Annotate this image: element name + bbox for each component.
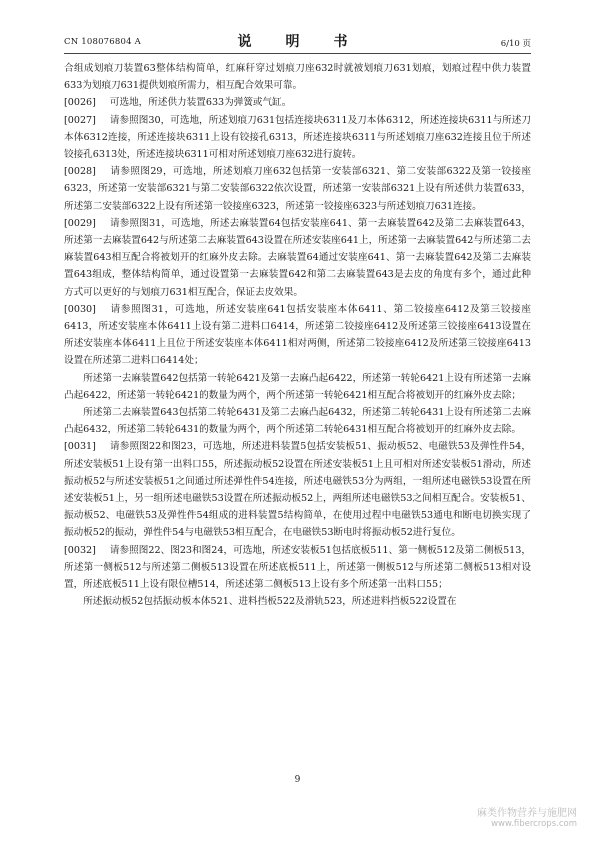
- page-number: 9: [294, 775, 301, 785]
- paragraph: [64, 542, 531, 594]
- paragraph-text: 请参照图29，可选地，所述划痕刀座632包括第一安装部6321、第二安装部6322及第一铰接座6323，所述第一安装部6321与第二安装部6322依次设置，所述第一安装部6321上设有所述供力装置633，所述第二安装部6322上设有所述第一铰接座6323，所述第一铰接座6323与所述划痕刀631连接。: [64, 166, 531, 212]
- paragraph-text: 请参照图22、图23和图24，可选地，所述安装板51包括底板511、第一侧板512及第二侧板513，所述第一侧板512与所述第二侧板513设置在所述底板511上，所述第一侧板512与所述第二侧板513相对设置，所述底板511上设有限位槽514，所述述第二侧板513上设有多个所述第一出料口55；: [64, 544, 531, 591]
- page-indicator: 6/10 页: [500, 39, 531, 49]
- watermark-url: www.fibercrops.com: [491, 819, 577, 829]
- paragraph-text: 请参照图31，可选地，所述去麻装置64包括安装座641、第一去麻装置642及第二去麻装置643，所述第一去麻装置642与所述第二去麻装置643设置在所述安装座641上，所述第一去麻装置642与所述第二去麻装置643相互配合将被划开的红麻外皮去除。去麻装置64通过安装座641、第一去麻装置642及第二去麻装置643组成，整体结构简单，通过设置第一去麻装置642和第二去麻装置643是去皮的角度有多个，通过此种方式可以更好的与划痕刀631相互配合，保证去皮效果。: [64, 217, 531, 298]
- paragraph-text: 请参照图22和图23，可选地，所述进料装置5包括安装板51、振动板52、电磁铁53及弹性件54，所述安装板51上设有第一出料口55，所述振动板52设置在所述安装板51上且可相对所述安装板51滑动，所述振动板52与所述安装板51之间通过所述弹性件54连接，所述电磁铁53分为两组，一组所述电磁铁53设置在所述安装板51上，另一组所述电磁铁53设置在所述振动板52上，两组所述电磁铁53之间相互配合。安装板51、振动板52、电磁铁53及弹性件54组成的进料装置5结构简单，在使用过程中电磁铁53通电和断电切换实现了振动板52的振动，弹性件54与电磁铁53相互配合，在电磁铁53断电时将振动板52进行复位。: [64, 441, 531, 539]
- watermark: [477, 808, 577, 830]
- header-divider: [64, 53, 531, 54]
- paragraph-number: [0027]: [64, 114, 96, 126]
- paragraph-number: [0026]: [64, 97, 96, 109]
- paragraph: [64, 301, 531, 370]
- paragraph: [64, 370, 531, 404]
- watermark-site-name: 麻类作物营养与施肥网: [477, 808, 577, 819]
- paragraph-number: [0031]: [64, 441, 96, 453]
- document-title: 说 明 书: [237, 34, 358, 50]
- publication-number: CN 108076804 A: [64, 37, 141, 47]
- paragraph-text: 所述第一去麻装置642包括第一转轮6421及第一去麻凸起6422，所述第一转轮6421上设有所述第一去麻凸起6422，所述第一转轮6421的数量为两个，两个所述第一转轮6421相互配合将被划开的红麻外皮去除；: [64, 372, 531, 401]
- paragraph-number: [0029]: [64, 217, 96, 229]
- paragraph: [64, 94, 531, 111]
- paragraph: [64, 112, 531, 164]
- paragraph-number: [0030]: [64, 303, 96, 315]
- paragraph-text: 所述振动板52包括振动板本体521、进料挡板522及滑轨523，所述进料挡板522设置在: [83, 596, 457, 608]
- paragraph: [64, 60, 531, 94]
- paragraph: [64, 593, 531, 610]
- paragraph: [64, 404, 531, 438]
- page-header: [64, 31, 531, 51]
- paragraph-number: [0032]: [64, 544, 96, 556]
- paragraph: [64, 163, 531, 215]
- paragraph-text: 请参照图30，可选地，所述划痕刀631包括连接块6311及刀本体6312，所述连接块6311与所述刀本体6312连接，所述连接块6311上设有铰接孔6313，所述连接块6311与所述划痕刀座632连接且位于所述铰接孔6313处，所述连接块6311可相对所述划痕刀座632进行旋转。: [64, 114, 531, 161]
- paragraph: [64, 438, 531, 541]
- paragraph-text: 合组成划痕刀装置63整体结构简单，红麻秆穿过划痕刀座632时就被划痕刀631划痕，划痕过程中供力装置633为划痕刀631提供划痕所需力，相互配合效果可靠。: [64, 63, 531, 92]
- paragraph-text: 所述第二去麻装置643包括第二转轮6431及第二去麻凸起6432，所述第二转轮6431上设有所述第二去麻凸起6432，所述第二转轮6431的数量为两个，两个所述第二转轮6431相互配合将被划开的红麻外皮去除。: [64, 407, 531, 436]
- paragraph-text: 请参照图31，可选地，所述安装座641包括安装座本体6411、第二铰接座6412及第三铰接座6413，所述安装座本体6411上设有第二进料口6414，所述第二铰接座6412及所述第三铰接座6413设置在所述安装座本体6411上且位于所述安装座本体6411相对两侧，所述第二铰接座6412及所述第三铰接座6413设置在所述第二进料口6414处；: [64, 303, 531, 367]
- document-body: [64, 60, 531, 611]
- paragraph: [64, 215, 531, 301]
- paragraph-text: 可选地，所述供力装置633为弹簧或气缸。: [109, 97, 292, 109]
- paragraph-number: [0028]: [64, 166, 96, 178]
